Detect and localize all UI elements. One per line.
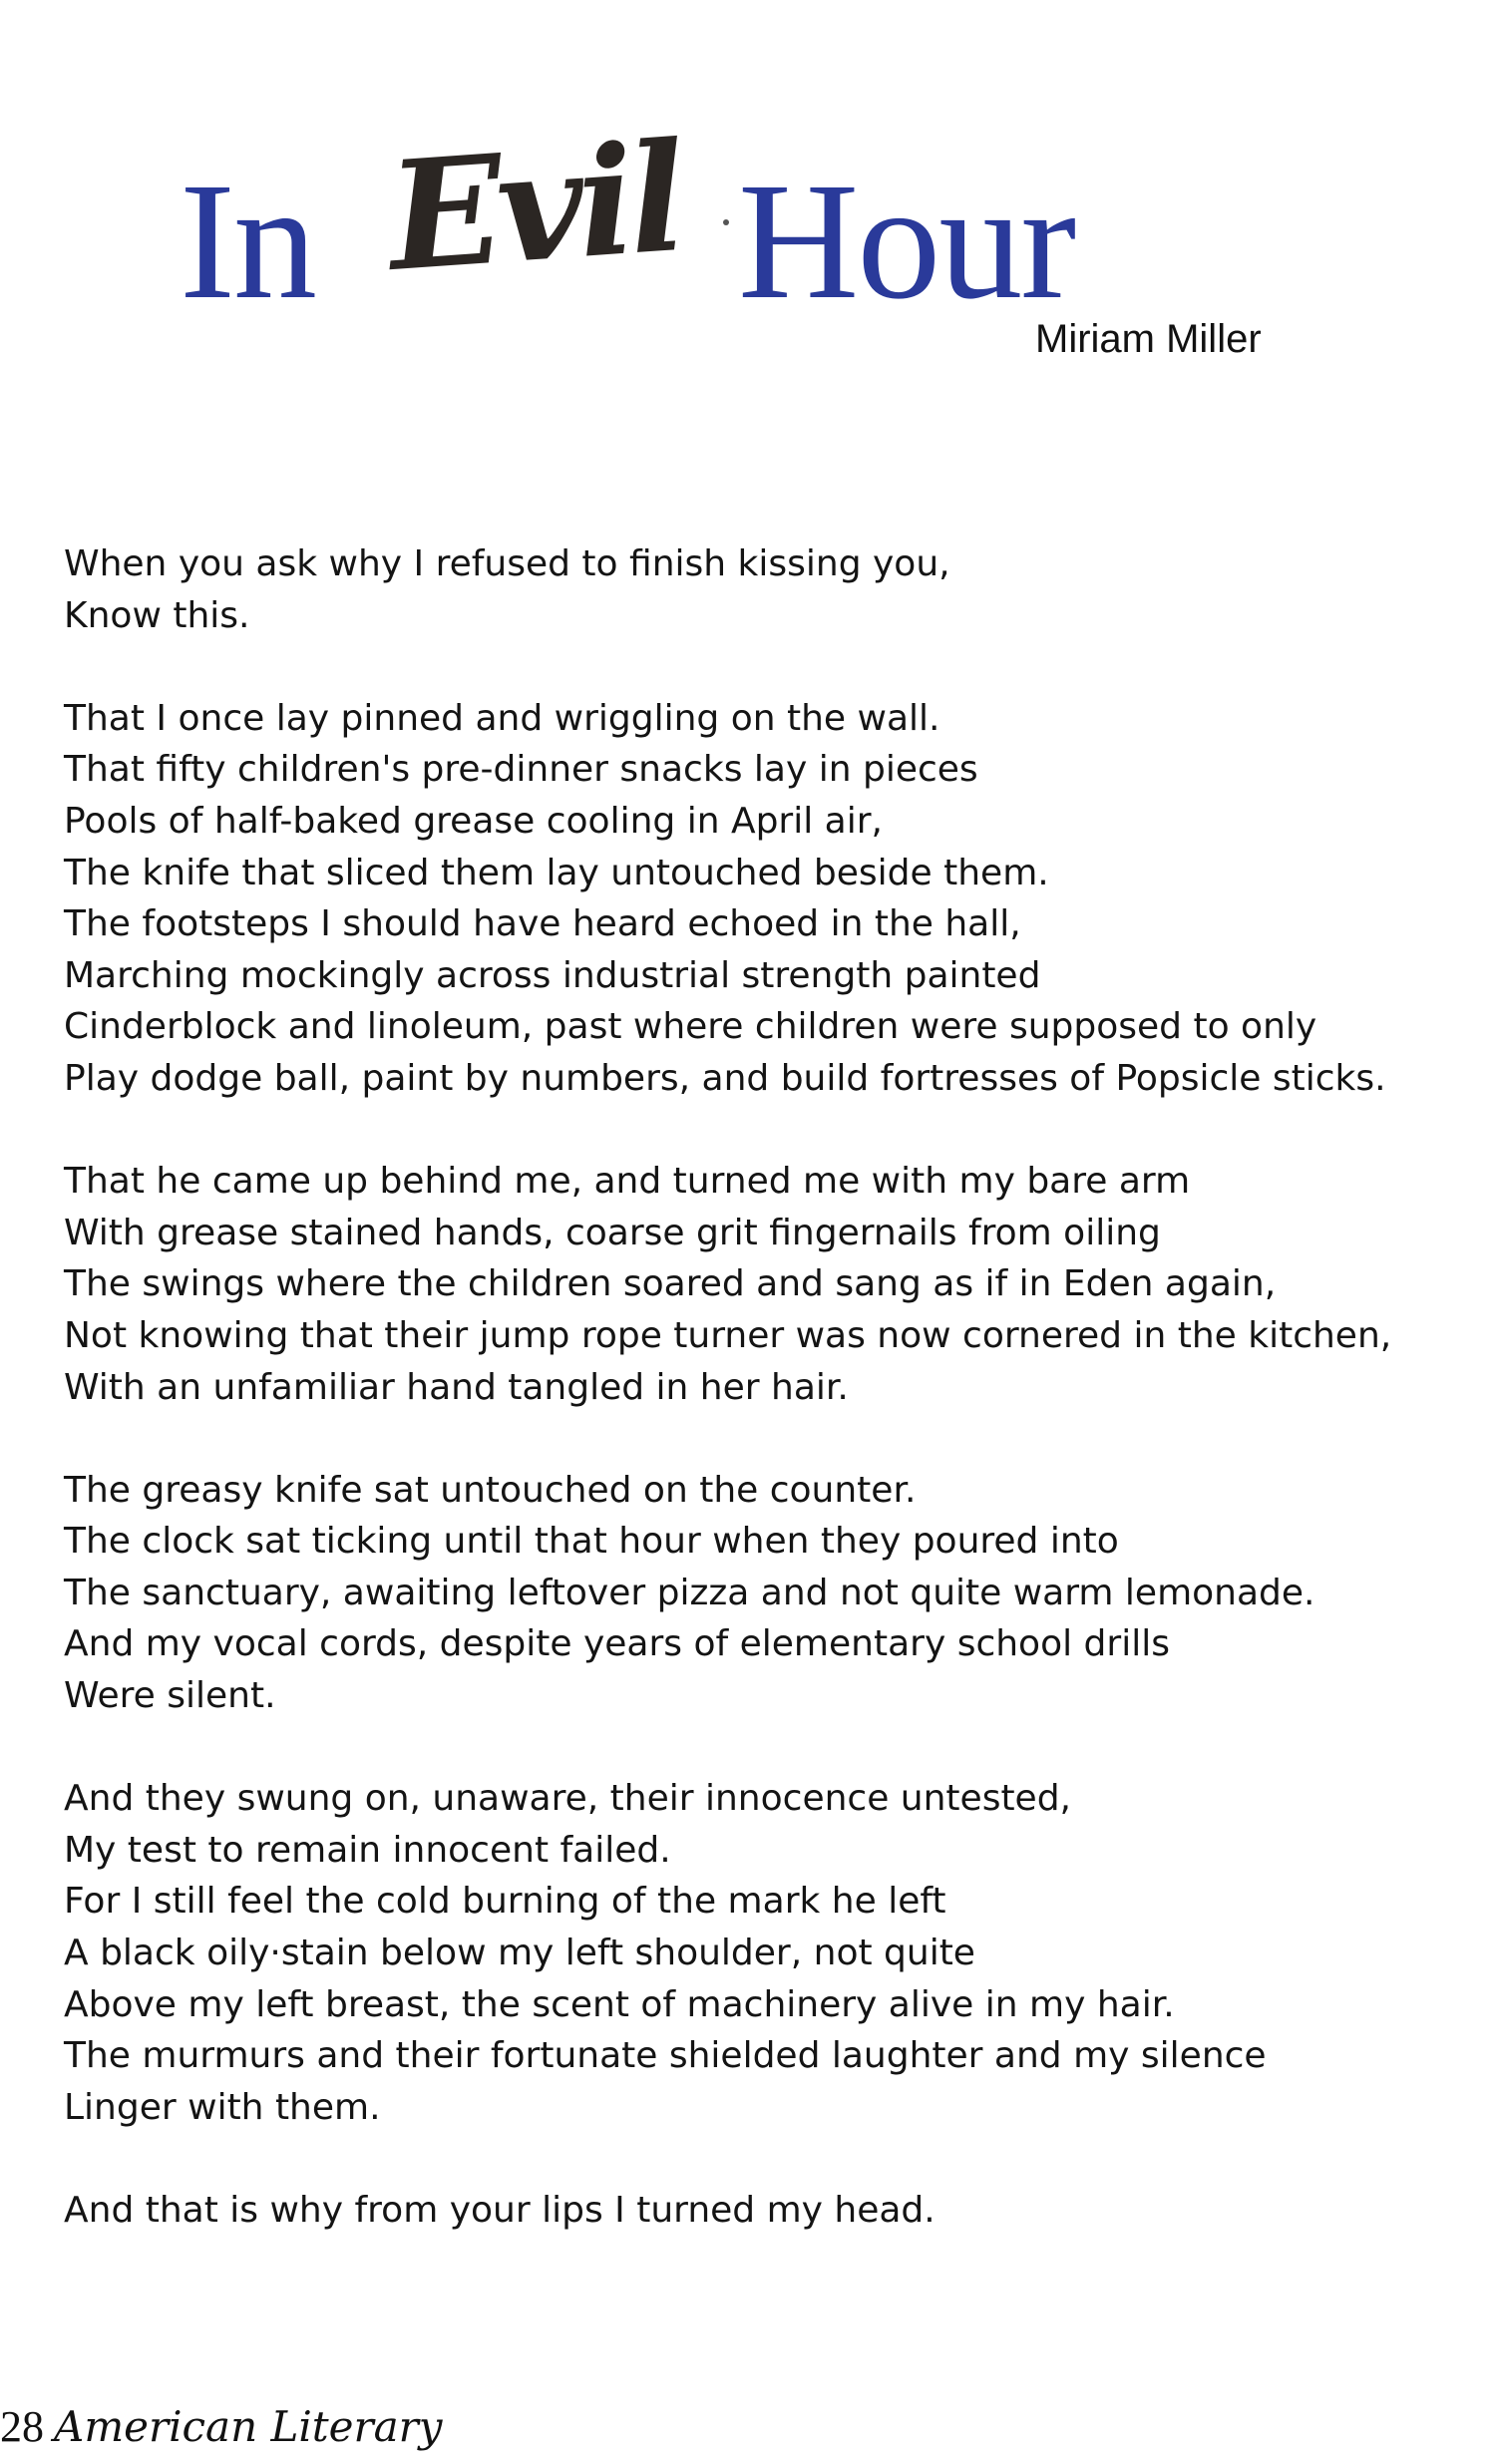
poem-line: The knife that sliced them lay untouched beside them. [64,852,1049,893]
poem-line: For I still feel the cold burning of the mark he left [64,1881,946,1923]
poem-line: The footsteps I should have heard echoed in the hall, [64,903,1021,945]
poem-line: And they swung on, unaware, their innocence untested, [64,1778,1072,1820]
page-footer [0,2401,442,2461]
magazine-name: American Literary [54,2402,443,2451]
poem-stanza [64,1156,1460,1413]
poem-line: And that is why from your lips I turned my head. [64,2190,935,2231]
poem-stanza [64,2185,1460,2237]
title-word-hour: Hour [738,149,1075,334]
poem-line: Above my left breast, the scent of machinery alive in my hair. [64,1983,1175,2025]
poem-line: Not knowing that their jump rope turner was now cornered in the kitchen, [64,1314,1392,1356]
poem-line: And my vocal cords, despite years of elementary school drills [64,1623,1170,1665]
title-dot-ornament [723,219,729,225]
poem-line: The murmurs and their fortunate shielded laughter and my silence [64,2035,1267,2077]
poem-stanza [64,693,1460,1105]
poem-line: The sanctuary, awaiting leftover pizza and not quite warm lemonade. [64,1572,1315,1613]
poem-body [64,538,1460,2288]
poem-line: A black oily·stain below my left shoulder, not quite [64,1933,975,1974]
poem-stanza [64,1773,1460,2133]
poem-line: Play dodge ball, paint by numbers, and build fortresses of Popsicle sticks. [64,1057,1386,1099]
poem-line: That I once lay pinned and wriggling on the wall. [64,697,940,739]
poem-line: Pools of half-baked grease cooling in April air, [64,800,883,842]
poem-line: Cinderblock and linoleum, past where children were supposed to only [64,1006,1317,1048]
poem-line: Were silent. [64,1675,276,1717]
page-number: 28 [0,2402,44,2451]
title-word-in: In [180,149,315,334]
poem-line: When you ask why I refused to finish kissing you, [64,543,950,584]
poem-line: With grease stained hands, coarse grit fingernails from oiling [64,1212,1161,1253]
poem-line: Linger with them. [64,2086,381,2128]
poem-line: That he came up behind me, and turned me with my bare arm [64,1161,1191,1203]
title-word-evil: Evil [383,110,686,305]
poem-line: That fifty children's pre-dinner snacks lay in pieces [64,749,978,791]
poem-line: Know this. [64,594,250,636]
author-name: Miriam Miller [1035,317,1262,361]
poem-line: The clock sat ticking until that hour when they poured into [64,1521,1119,1563]
poem-stanza [64,538,1460,641]
poem-line: The swings where the children soared and sang as if in Eden again, [64,1263,1277,1305]
poem-line: With an unfamiliar hand tangled in her hair. [64,1366,849,1408]
poem-line: My test to remain innocent failed. [64,1829,671,1871]
poem-line: Marching mockingly across industrial strength painted [64,954,1041,996]
poem-line: The greasy knife sat untouched on the counter. [64,1469,917,1511]
poem-stanza [64,1465,1460,1722]
